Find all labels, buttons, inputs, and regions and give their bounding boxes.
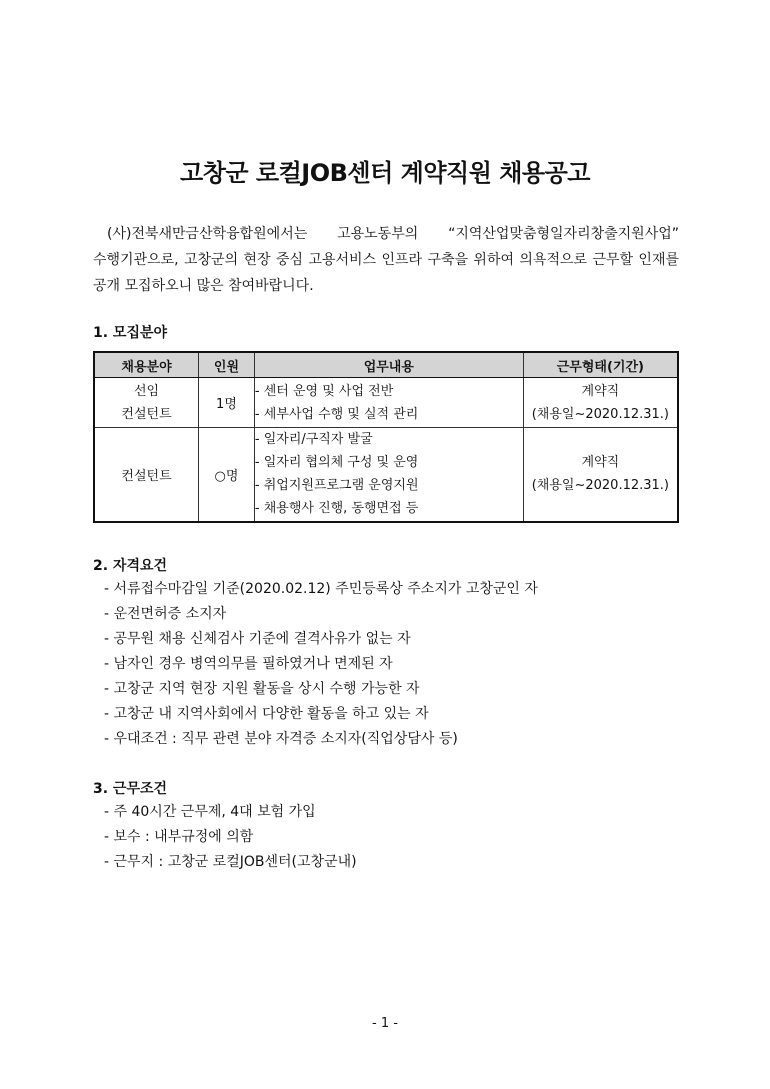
field-text: 컨설턴트 bbox=[121, 406, 172, 422]
section-heading-recruitment: 1. 모집분야 bbox=[93, 325, 168, 341]
list-item: - 서류접수마감일 기준(2020.02.12) 주민등록상 주소지가 고창군인 자 bbox=[104, 581, 538, 597]
working-conditions-list bbox=[104, 800, 357, 875]
intro-line-1 bbox=[93, 221, 679, 247]
count-cell: 1명 bbox=[199, 378, 255, 428]
duty-item: - 세부사업 수행 및 실적 관리 bbox=[254, 406, 419, 422]
intro-ministry: 고용노동부의 bbox=[337, 226, 419, 242]
intro-paragraph bbox=[93, 221, 679, 299]
intro-line-2: 수행기관으로, 고창군의 현장 중심 고용서비스 인프라 구축을 위하여 의욕적으로 근무할 인재를 bbox=[93, 252, 679, 268]
list-item: - 고창군 지역 현장 지원 활동을 상시 수행 가능한 자 bbox=[104, 681, 420, 697]
list-item: - 운전면허증 소지자 bbox=[104, 606, 227, 622]
duties-cell bbox=[254, 428, 523, 522]
table-header-cell: 근무형태(기간) bbox=[523, 352, 678, 378]
qualifications-list bbox=[104, 577, 538, 752]
employment-type-text: 계약직 bbox=[581, 455, 620, 471]
employment-period-text: (채용일~2020.12.31.) bbox=[531, 406, 669, 422]
intro-organization: (사)전북새만금산학융합원에서는 bbox=[107, 226, 308, 242]
duties-cell bbox=[254, 378, 523, 428]
duty-item: - 취업지원프로그램 운영지원 bbox=[254, 478, 419, 494]
field-cell: 컨설턴트 bbox=[94, 428, 199, 522]
field-cell bbox=[94, 378, 199, 428]
intro-line-3: 공개 모집하오니 많은 참여바랍니다. bbox=[93, 278, 314, 294]
employment-period-text: (채용일~2020.12.31.) bbox=[531, 478, 669, 494]
table-header-cell: 업무내용 bbox=[254, 352, 523, 378]
intro-program: “지역산업맞춤형일자리창출지원사업” bbox=[448, 226, 679, 242]
table-row bbox=[94, 378, 678, 428]
list-item: - 고창군 내 지역사회에서 다양한 활동을 하고 있는 자 bbox=[104, 706, 429, 722]
employment-type-cell bbox=[523, 428, 678, 522]
duty-item: - 일자리 협의체 구성 및 운영 bbox=[254, 455, 419, 471]
recruitment-table bbox=[93, 351, 679, 523]
count-cell: ○명 bbox=[199, 428, 255, 522]
duty-item: - 일자리/구직자 발굴 bbox=[254, 432, 373, 448]
table-header-cell: 채용분야 bbox=[94, 352, 199, 378]
employment-type-text: 계약직 bbox=[581, 383, 620, 399]
list-item: - 우대조건 : 직무 관련 분야 자격증 소지자(직업상담사 등) bbox=[104, 731, 458, 747]
list-item: - 주 40시간 근무제, 4대 보험 가입 bbox=[104, 804, 316, 820]
duty-item: - 채용행사 진행, 동행면접 등 bbox=[254, 501, 419, 517]
list-item: - 공무원 채용 신체검사 기준에 결격사유가 없는 자 bbox=[104, 631, 411, 647]
page-number: - 1 - bbox=[372, 1016, 398, 1031]
list-item: - 남자인 경우 병역의무를 필하였거나 면제된 자 bbox=[104, 656, 393, 672]
document-title: 고창군 로컬JOB센터 계약직원 채용공고 bbox=[180, 159, 590, 187]
section-heading-qualifications: 2. 자격요건 bbox=[93, 558, 168, 574]
table-row bbox=[94, 428, 678, 522]
field-text: 선임 bbox=[133, 383, 160, 399]
employment-type-cell bbox=[523, 378, 678, 428]
table-header-cell: 인원 bbox=[199, 352, 255, 378]
list-item: - 근무지 : 고창군 로컬JOB센터(고창군내) bbox=[104, 854, 357, 870]
duty-item: - 센터 운영 및 사업 전반 bbox=[254, 383, 394, 399]
table-header-row bbox=[94, 352, 678, 378]
list-item: - 보수 : 내부규정에 의함 bbox=[104, 829, 254, 845]
section-heading-working-conditions: 3. 근무조건 bbox=[93, 781, 168, 797]
